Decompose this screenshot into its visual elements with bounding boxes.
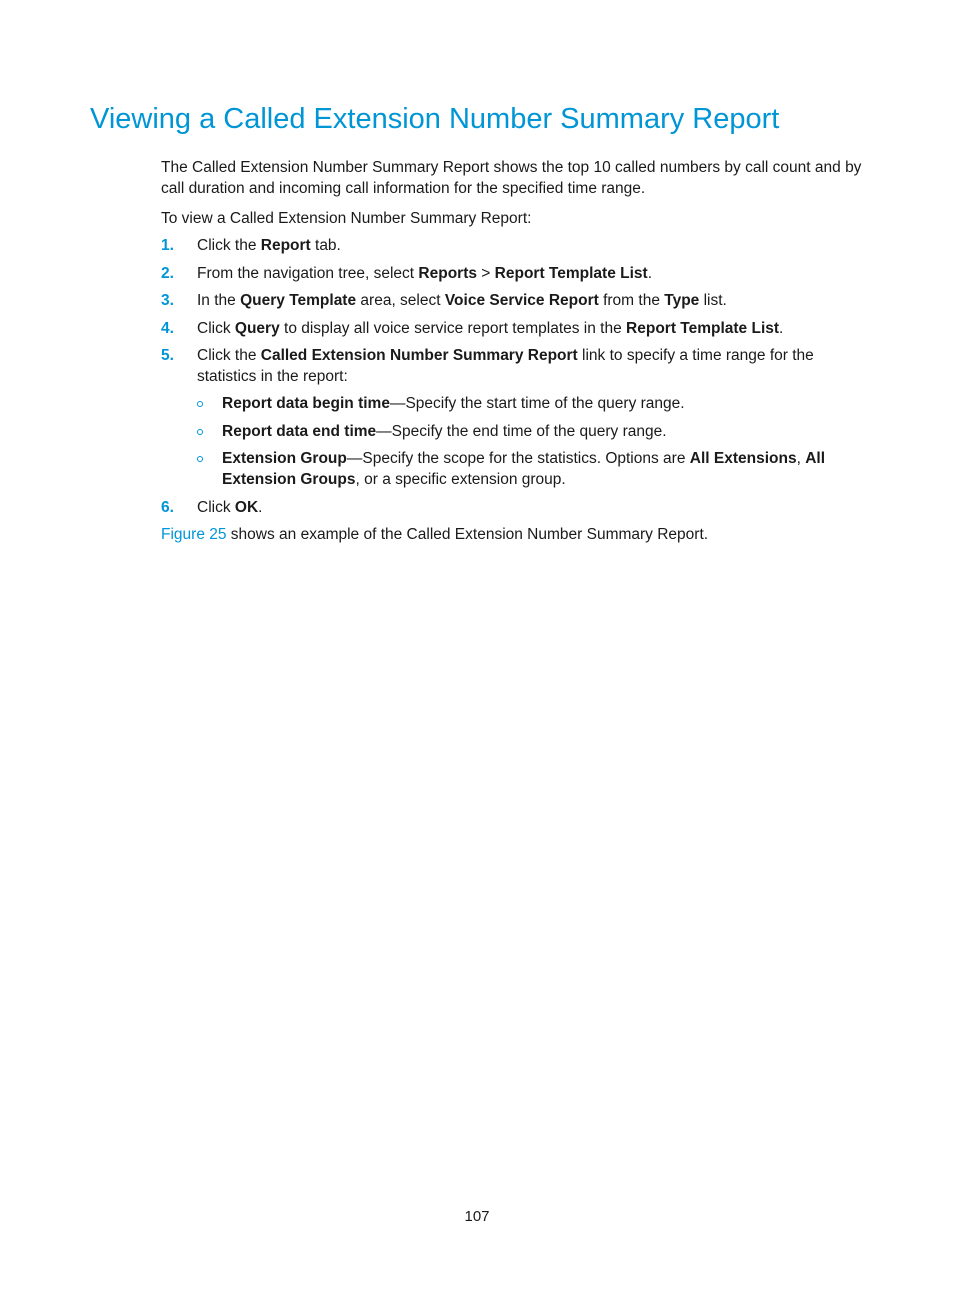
circle-bullet-icon xyxy=(197,429,203,435)
ui-term: Report xyxy=(260,237,311,254)
ui-term: Extension Group xyxy=(222,450,347,467)
step-text: to display all voice service report templates in the xyxy=(279,319,627,337)
step-text: list. xyxy=(699,292,727,309)
ui-term: Query xyxy=(234,319,280,337)
step-1 xyxy=(161,235,865,256)
step-text: In the xyxy=(197,292,241,309)
circle-bullet-icon xyxy=(197,456,203,462)
option-text: , xyxy=(796,450,806,467)
step-number: 3. xyxy=(161,292,174,309)
option-text: —Specify the start time of the query range. xyxy=(389,395,685,412)
step-number: 2. xyxy=(161,264,174,282)
options-list xyxy=(197,393,865,490)
step-2 xyxy=(161,263,865,284)
option-extension-group xyxy=(197,448,865,490)
closing-paragraph xyxy=(161,524,865,545)
step-number: 1. xyxy=(161,237,174,254)
closing-text: shows an example of the Called Extension Number Summary Report. xyxy=(226,526,709,543)
page-title: Viewing a Called Extension Number Summary Report xyxy=(90,103,780,135)
ui-term: All Extensions xyxy=(689,450,797,467)
step-4 xyxy=(161,318,865,339)
ui-term: Type xyxy=(664,292,700,309)
page-number: 107 xyxy=(464,1208,490,1225)
option-text: —Specify the end time of the query range. xyxy=(376,422,667,440)
step-text: Click the xyxy=(197,237,261,254)
step-text: Click xyxy=(197,319,235,337)
step-text: Click the xyxy=(197,347,261,364)
step-number: 6. xyxy=(161,498,174,516)
ui-term: Called Extension Number Summary Report xyxy=(260,347,578,364)
step-text: area, select xyxy=(356,292,445,309)
ui-term: Report data begin time xyxy=(222,395,390,412)
step-text: from the xyxy=(598,292,665,309)
step-6 xyxy=(161,497,865,518)
ui-term: Report Template List xyxy=(494,264,648,282)
ui-term: Voice Service Report xyxy=(444,292,599,309)
ui-term: Report data end time xyxy=(222,422,377,440)
step-text: Click xyxy=(197,498,235,516)
step-text: . xyxy=(258,498,263,516)
lead-paragraph: To view a Called Extension Number Summary Report: xyxy=(161,210,532,227)
option-end-time xyxy=(197,421,865,442)
step-text: . xyxy=(647,264,652,282)
ui-term: Report Template List xyxy=(626,319,780,337)
ui-term: OK xyxy=(234,498,259,516)
step-text: From the navigation tree, select xyxy=(197,264,419,282)
step-text: link to specify a time range for the statistics in the report: xyxy=(197,347,814,385)
step-3 xyxy=(161,290,865,311)
ui-term: Reports xyxy=(418,264,477,282)
steps-list xyxy=(161,235,865,518)
step-number: 5. xyxy=(161,347,174,364)
option-begin-time xyxy=(197,393,865,414)
step-text: > xyxy=(477,264,495,282)
step-number: 4. xyxy=(161,319,174,337)
ui-term: All Extension Groups xyxy=(222,450,826,488)
ui-term: Query Template xyxy=(240,292,357,309)
option-text: —Specify the scope for the statistics. Options are xyxy=(346,450,690,467)
figure-25-link[interactable]: Figure 25 xyxy=(161,526,227,543)
document-body xyxy=(161,157,865,545)
intro-paragraph: The Called Extension Number Summary Report shows the top 10 called numbers by call count and by call duration and incoming call information for the specified time range. xyxy=(161,159,862,197)
option-text: , or a specific extension group. xyxy=(355,471,566,488)
step-text: . xyxy=(779,319,784,337)
step-5 xyxy=(161,345,865,490)
circle-bullet-icon xyxy=(197,401,203,407)
step-text: tab. xyxy=(310,237,341,254)
